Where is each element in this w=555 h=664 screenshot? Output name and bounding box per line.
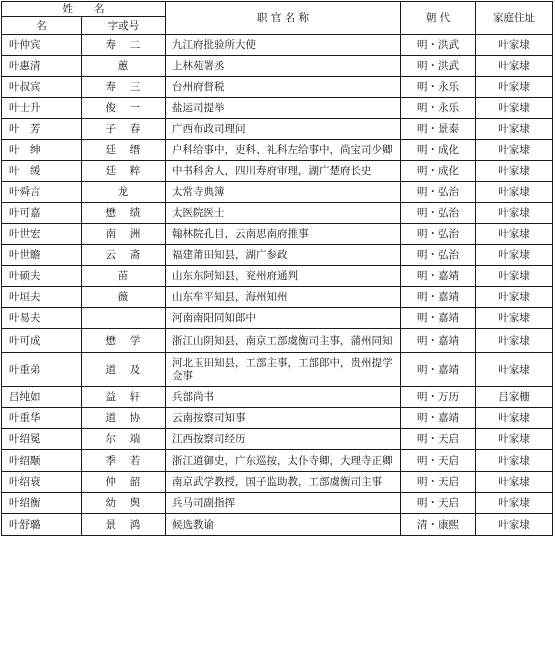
cell-residence: 叶家埭 <box>476 493 553 514</box>
cell-dynasty: 明・景泰 <box>401 119 476 140</box>
table-row <box>2 308 553 329</box>
cell-residence: 叶家埭 <box>476 266 553 287</box>
cell-dynasty: 明・天启 <box>401 429 476 450</box>
cell-residence: 吕家栅 <box>476 387 553 408</box>
table-row <box>2 161 553 182</box>
header-dynasty: 朝 代 <box>401 2 476 35</box>
cell-dynasty: 明・弘治 <box>401 203 476 224</box>
cell-title: 兵部尚书 <box>166 387 401 408</box>
cell-name: 吕纯如 <box>2 387 82 408</box>
cell-courtesy: 俊 一 <box>82 98 166 119</box>
cell-dynasty: 明・弘治 <box>401 245 476 266</box>
cell-name: 叶 芳 <box>2 119 82 140</box>
cell-courtesy: 云 斋 <box>82 245 166 266</box>
cell-title: 河北玉田知县，工部主事，工部郎中，贵州提学佥事 <box>166 353 401 387</box>
cell-name: 叶可成 <box>2 329 82 353</box>
cell-residence: 叶家埭 <box>476 35 553 56</box>
cell-residence: 叶家埭 <box>476 514 553 536</box>
cell-title: 候选教谕 <box>166 514 401 536</box>
cell-title: 盐运司提举 <box>166 98 401 119</box>
table-row <box>2 408 553 429</box>
cell-residence: 叶家埭 <box>476 203 553 224</box>
cell-title: 浙江山阴知县，南京工部虞衡司主事，蒲州同知 <box>166 329 401 353</box>
cell-dynasty: 明・万历 <box>401 387 476 408</box>
cell-courtesy: 龙 <box>82 182 166 203</box>
cell-residence: 叶家埭 <box>476 308 553 329</box>
cell-residence: 叶家埭 <box>476 119 553 140</box>
cell-name: 叶 缓 <box>2 161 82 182</box>
table-row <box>2 450 553 472</box>
cell-courtesy: 道 协 <box>82 408 166 429</box>
cell-name: 叶舜言 <box>2 182 82 203</box>
cell-residence: 叶家埭 <box>476 161 553 182</box>
cell-title: 台州府督税 <box>166 77 401 98</box>
cell-title: 福建莆田知县，湖广参政 <box>166 245 401 266</box>
cell-title: 翰林院孔目，云南思南府推事 <box>166 224 401 245</box>
cell-dynasty: 明・嘉靖 <box>401 266 476 287</box>
cell-residence: 叶家埭 <box>476 98 553 119</box>
cell-courtesy: 蕙 <box>82 56 166 77</box>
cell-name: 叶 绅 <box>2 140 82 161</box>
cell-courtesy: 寿 二 <box>82 35 166 56</box>
cell-name: 叶重弟 <box>2 353 82 387</box>
table-row <box>2 266 553 287</box>
cell-dynasty: 明・成化 <box>401 161 476 182</box>
cell-dynasty: 明・天启 <box>401 450 476 472</box>
table-row <box>2 56 553 77</box>
header-name: 名 <box>2 17 82 35</box>
cell-dynasty: 明・洪武 <box>401 56 476 77</box>
table-row <box>2 203 553 224</box>
table-row <box>2 493 553 514</box>
cell-courtesy: 懋 学 <box>82 329 166 353</box>
cell-name: 叶硕夫 <box>2 266 82 287</box>
cell-name: 叶士升 <box>2 98 82 119</box>
cell-residence: 叶家埭 <box>476 77 553 98</box>
cell-courtesy: 南 洲 <box>82 224 166 245</box>
cell-dynasty: 明・天启 <box>401 493 476 514</box>
cell-name: 叶叔宾 <box>2 77 82 98</box>
header-residence: 家庭住址 <box>476 2 553 35</box>
table-row <box>2 329 553 353</box>
cell-residence: 叶家埭 <box>476 472 553 493</box>
cell-courtesy: 仲 韶 <box>82 472 166 493</box>
table-row <box>2 472 553 493</box>
cell-dynasty: 明・弘治 <box>401 182 476 203</box>
cell-courtesy: 薇 <box>82 287 166 308</box>
table-row <box>2 140 553 161</box>
officials-table <box>1 1 553 536</box>
table-row <box>2 98 553 119</box>
cell-courtesy: 道 及 <box>82 353 166 387</box>
table-header <box>2 2 553 35</box>
cell-courtesy: 廷 粹 <box>82 161 166 182</box>
cell-title: 江西按察司经历 <box>166 429 401 450</box>
cell-title: 户科给事中，吏科、礼科左给事中，尚宝司少卿 <box>166 140 401 161</box>
cell-title: 兵马司副指挥 <box>166 493 401 514</box>
cell-residence: 叶家埭 <box>476 329 553 353</box>
cell-residence: 叶家埭 <box>476 245 553 266</box>
table-row <box>2 353 553 387</box>
header-courtesy: 字或号 <box>82 17 166 35</box>
cell-name: 叶可嘉 <box>2 203 82 224</box>
cell-name: 叶绍衡 <box>2 493 82 514</box>
cell-courtesy: 苗 <box>82 266 166 287</box>
cell-residence: 叶家埭 <box>476 429 553 450</box>
cell-dynasty: 明・嘉靖 <box>401 329 476 353</box>
cell-dynasty: 明・嘉靖 <box>401 353 476 387</box>
cell-title: 山东牟平知县，海州知州 <box>166 287 401 308</box>
cell-dynasty: 明・永乐 <box>401 77 476 98</box>
table-row <box>2 77 553 98</box>
cell-name: 叶绍颙 <box>2 450 82 472</box>
cell-dynasty: 明・成化 <box>401 140 476 161</box>
cell-dynasty: 明・嘉靖 <box>401 308 476 329</box>
cell-name: 叶惠清 <box>2 56 82 77</box>
header-name-group: 姓 名 <box>2 2 166 17</box>
cell-title: 河南南阳同知郎中 <box>166 308 401 329</box>
cell-title: 中书科舍人，四川寿府审理，湖广楚府长史 <box>166 161 401 182</box>
cell-name: 叶绍衰 <box>2 472 82 493</box>
cell-residence: 叶家埭 <box>476 182 553 203</box>
cell-title: 山东东阿知县，兖州府通判 <box>166 266 401 287</box>
cell-courtesy: 尔 端 <box>82 429 166 450</box>
cell-name: 叶绍冕 <box>2 429 82 450</box>
cell-title: 云南按察司知事 <box>166 408 401 429</box>
cell-courtesy: 季 若 <box>82 450 166 472</box>
cell-title: 九江府批验所大使 <box>166 35 401 56</box>
table-row <box>2 35 553 56</box>
cell-dynasty: 明・洪武 <box>401 35 476 56</box>
table-row <box>2 119 553 140</box>
cell-residence: 叶家埭 <box>476 56 553 77</box>
table-row <box>2 287 553 308</box>
header-title: 职 官 名 称 <box>166 2 401 35</box>
table-body <box>2 35 553 536</box>
cell-title: 太常寺典簿 <box>166 182 401 203</box>
cell-residence: 叶家埭 <box>476 224 553 245</box>
cell-dynasty: 清・康熙 <box>401 514 476 536</box>
table-row <box>2 245 553 266</box>
cell-residence: 叶家埭 <box>476 353 553 387</box>
table-row <box>2 182 553 203</box>
cell-name: 叶世宏 <box>2 224 82 245</box>
table-row <box>2 429 553 450</box>
cell-name: 叶重华 <box>2 408 82 429</box>
cell-title: 太医院医士 <box>166 203 401 224</box>
cell-courtesy: 子 春 <box>82 119 166 140</box>
table-row <box>2 514 553 536</box>
cell-courtesy: 景 鸿 <box>82 514 166 536</box>
cell-title: 上林苑署丞 <box>166 56 401 77</box>
cell-residence: 叶家埭 <box>476 140 553 161</box>
cell-dynasty: 明・天启 <box>401 472 476 493</box>
table-row <box>2 387 553 408</box>
cell-title: 浙江道御史，广东巡按，太仆寺卿，大理寺正卿 <box>166 450 401 472</box>
cell-name: 叶世瞻 <box>2 245 82 266</box>
cell-name: 叶易夫 <box>2 308 82 329</box>
table-row <box>2 224 553 245</box>
cell-title: 南京武学教授，国子监助教，工部虞衡司主事 <box>166 472 401 493</box>
cell-title: 广西布政司理问 <box>166 119 401 140</box>
cell-dynasty: 明・弘治 <box>401 224 476 245</box>
cell-courtesy: 幼 舆 <box>82 493 166 514</box>
cell-name: 叶舒璐 <box>2 514 82 536</box>
cell-dynasty: 明・永乐 <box>401 98 476 119</box>
cell-residence: 叶家埭 <box>476 408 553 429</box>
cell-courtesy: 寿 三 <box>82 77 166 98</box>
cell-residence: 叶家埭 <box>476 450 553 472</box>
cell-residence: 叶家埭 <box>476 287 553 308</box>
cell-dynasty: 明・嘉靖 <box>401 287 476 308</box>
cell-name: 叶垣夫 <box>2 287 82 308</box>
cell-courtesy: 懋 绩 <box>82 203 166 224</box>
cell-name: 叶仲宾 <box>2 35 82 56</box>
cell-courtesy: 廷 缙 <box>82 140 166 161</box>
cell-courtesy <box>82 308 166 329</box>
cell-courtesy: 益 轩 <box>82 387 166 408</box>
cell-dynasty: 明・嘉靖 <box>401 408 476 429</box>
